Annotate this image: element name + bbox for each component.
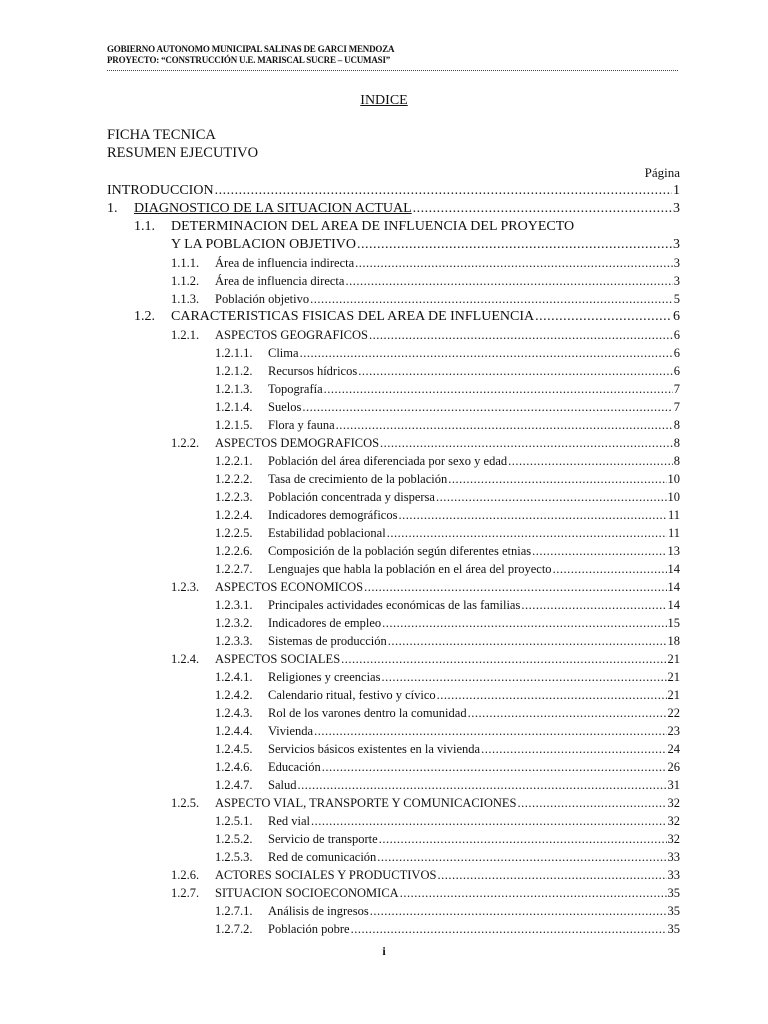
dot-leader [215,182,672,200]
toc-entry-page: 3 [673,237,680,252]
dot-leader [377,848,666,866]
toc-entry[interactable] [107,308,680,326]
toc-entry-number: 1.1. [134,219,155,234]
dot-leader [314,722,666,740]
toc-entry[interactable] [107,578,680,596]
dot-leader [398,506,666,524]
toc-entry[interactable] [107,398,680,416]
toc-entry-number: 1.2.1. [171,328,200,342]
dot-leader [388,632,667,650]
toc-entry-page: 6 [673,346,680,360]
toc-entry-number: 1.2.2.2. [215,472,253,486]
toc-entry-page: 6 [673,328,680,342]
toc-entry-page: 22 [667,706,680,720]
toc-entry[interactable] [107,848,680,866]
toc-entry-page: 15 [667,616,680,630]
toc-entry-page: 35 [667,886,680,900]
toc-entry[interactable] [107,290,680,308]
toc-entry-number: 1.2.5. [171,796,200,810]
toc-entry-title: ASPECTOS ECONOMICOS [215,580,364,594]
dot-leader [345,272,672,290]
toc-entry[interactable] [107,362,680,380]
dot-leader [400,884,667,902]
toc-entry-title: Indicadores de empleo [268,616,382,630]
toc-entry-number: 1.2.4.7. [215,778,253,792]
toc-entry-page: 11 [667,508,680,522]
toc-entry-number: 1.2.2.1. [215,454,253,468]
dot-leader [553,560,667,578]
toc-entry[interactable] [107,830,680,848]
toc-entry[interactable] [107,218,680,236]
toc-entry-number: 1.2.7.2. [215,922,253,936]
toc-entry-page: 14 [667,580,680,594]
toc-entry-number: 1.2.5.3. [215,850,253,864]
toc-entry-title: CARACTERISTICAS FISICAS DEL AREA DE INFLUENCIA [171,309,535,324]
toc-entry[interactable] [107,776,680,794]
toc-entry-number: 1.2.3.1. [215,598,253,612]
toc-entry[interactable] [107,542,680,560]
toc-entry-page: 33 [667,868,680,882]
toc-entry-title: Población pobre [268,922,350,936]
toc-entry-number: 1. [107,201,118,216]
toc-entry[interactable] [107,488,680,506]
toc-entry-title: Lenguajes que habla la población en el área del proyecto [268,562,552,576]
toc-entry-title: Indicadores demográficos [268,508,398,522]
dot-leader [387,524,667,542]
toc-entry-title: Población concentrada y dispersa [268,490,435,504]
toc-entry-number: 1.2.7.1. [215,904,253,918]
toc-entry-page: 14 [667,598,680,612]
toc-entry-number: 1.2.1.1. [215,346,253,360]
toc-entry-number: 1.2.7. [171,886,200,900]
front-matter-resumen: RESUMEN EJECUTIVO [107,145,259,161]
dot-leader [380,434,673,452]
toc-entry[interactable] [107,632,680,650]
toc-entry-number: 1.2.4.4. [215,724,253,738]
toc-entry-page: 3 [673,274,680,288]
toc-entry[interactable] [107,452,680,470]
toc-entry-page: 32 [667,796,680,810]
dot-leader [437,866,666,884]
toc-entry-number: 1.2.4.6. [215,760,253,774]
toc-entry-number: 1.2.4.2. [215,688,253,702]
toc-entry-title: INTRODUCCION [107,183,214,198]
toc-entry-title: Rol de los varones dentro la comunidad [268,706,467,720]
toc-entry-number: 1.2.2.4. [215,508,253,522]
toc-entry-page: 24 [667,742,680,756]
toc-entry-page: 35 [667,904,680,918]
toc-entry[interactable] [107,902,680,920]
document-header [107,44,677,66]
dot-leader [379,830,667,848]
toc-entry-title: Red vial [268,814,311,828]
toc-entry[interactable] [107,740,680,758]
toc-entry-page: 8 [673,454,680,468]
page-title: INDICE [360,93,408,108]
toc-entry-page: 13 [667,544,680,558]
toc-entry-title: ASPECTOS DEMOGRAFICOS [215,436,380,450]
toc-entry-number: 1.2.1.5. [215,418,253,432]
toc-entry-page: 7 [673,400,680,414]
toc-entry-number: 1.1.1. [171,256,200,270]
dot-leader [369,326,673,344]
toc-entry-number: 1.2.2.7. [215,562,253,576]
dot-leader [302,398,672,416]
toc-entry-number: 1.2.1.2. [215,364,253,378]
dot-leader [364,578,666,596]
toc-entry-title: Topografía [268,382,323,396]
toc-entry-number: 1.2.1.3. [215,382,253,396]
toc-entry-number: 1.2.3.3. [215,634,253,648]
toc-entry-number: 1.2.4. [171,652,200,666]
toc-entry-number: 1.2.2.3. [215,490,253,504]
dot-leader [508,452,673,470]
toc-entry-page: 5 [673,292,680,306]
dot-leader [311,812,666,830]
toc-entry-title: Servicios básicos existentes en la vivienda [268,742,481,756]
toc-entry-number: 1.2.2.5. [215,526,253,540]
toc-entry[interactable] [107,272,680,290]
toc-entry-title: Área de influencia directa [215,274,345,288]
toc-entry-number: 1.2.5.2. [215,832,253,846]
toc-entry-page: 32 [667,814,680,828]
toc-entry-page: 33 [667,850,680,864]
dot-leader [532,542,666,560]
toc-entry-page: 3 [673,256,680,270]
toc-entry[interactable] [107,470,680,488]
toc-entry-title: SITUACION SOCIOECONOMICA [215,886,399,900]
toc-entry-page: 10 [667,490,680,504]
toc-entry-title: Y LA POBLACION OBJETIVO [171,237,356,252]
toc-entry[interactable] [107,650,680,668]
toc-entry-page: 14 [667,562,680,576]
toc-entry-number: 1.2.4.1. [215,670,253,684]
toc-entry-title: ASPECTOS SOCIALES [215,652,341,666]
toc-entry-number: 1.2.1.4. [215,400,253,414]
dot-leader [521,596,666,614]
toc-entry-title: Estabilidad poblacional [268,526,386,540]
toc-entry[interactable] [107,704,680,722]
toc-entry[interactable] [107,758,680,776]
dot-leader [468,704,667,722]
toc-entry-page: 8 [673,436,680,450]
toc-entry-page: 21 [667,652,680,666]
toc-entry-number: 1.2.6. [171,868,200,882]
toc-entry-page: 21 [667,670,680,684]
toc-entry-page: 35 [667,922,680,936]
toc-entry-number: 1.2.2. [171,436,200,450]
toc-entry[interactable] [107,596,680,614]
toc-entry-page: 32 [667,832,680,846]
toc-entry-title: Suelos [268,400,302,414]
toc-entry[interactable] [107,416,680,434]
toc-entry-number: 1.2.2.6. [215,544,253,558]
dot-leader [517,794,666,812]
toc-entry-title: Población del área diferenciada por sexo y edad [268,454,508,468]
toc-entry-title: DETERMINACION DEL AREA DE INFLUENCIA DEL PROYECTO [171,219,575,234]
toc-entry[interactable] [107,200,680,218]
toc-entry-number: 1.2.5.1. [215,814,253,828]
toc-entry-number: 1.2.3.2. [215,616,253,630]
dot-leader [382,614,666,632]
toc-entry[interactable] [107,524,680,542]
toc-entry-number: 1.1.2. [171,274,200,288]
toc-entry-title: Religiones y creencias [268,670,381,684]
toc-entry-page: 7 [673,382,680,396]
toc-entry[interactable] [107,182,680,200]
toc-entry-title: ASPECTO VIAL, TRANSPORTE Y COMUNICACIONES [215,796,517,810]
dot-leader [300,344,673,362]
toc-entry-title: ASPECTOS GEOGRAFICOS [215,328,368,342]
toc-entry-title: Recursos hídricos [268,364,358,378]
toc-entry[interactable] [107,866,680,884]
toc-entry-page: 26 [667,760,680,774]
toc-entry[interactable] [107,560,680,578]
toc-entry-number: 1.2.3. [171,580,200,594]
toc-entry-title: Flora y fauna [268,418,335,432]
toc-entry-page: 18 [667,634,680,648]
dot-leader [413,200,672,218]
toc-entry[interactable] [107,668,680,686]
header-divider [107,70,678,71]
dot-leader [357,236,672,254]
dot-leader [358,362,673,380]
toc-entry[interactable] [107,380,680,398]
toc-entry-number: 1.2.4.5. [215,742,253,756]
dot-leader [351,920,667,938]
dot-leader [535,308,672,326]
toc-entry[interactable] [107,686,680,704]
toc-entry-page: 11 [667,526,680,540]
toc-entry[interactable] [107,722,680,740]
dot-leader [436,488,667,506]
toc-entry-title: Servicio de transporte [268,832,378,846]
toc-entry-title: Vivienda [268,724,314,738]
toc-entry-page: 23 [667,724,680,738]
page-column-heading: Página [644,165,680,180]
toc-entry-title: DIAGNOSTICO DE LA SITUACION ACTUAL [134,201,412,216]
page-number: i [382,944,386,958]
toc-entry[interactable] [107,794,680,812]
toc-entry[interactable] [107,614,680,632]
toc-entry-page: 6 [673,309,680,324]
dot-leader [355,254,673,272]
toc-entry-page: 8 [673,418,680,432]
dot-leader [297,776,666,794]
toc-entry-page: 31 [667,778,680,792]
toc-entry-number: 1.2.4.3. [215,706,253,720]
toc-entry-title: Población objetivo [215,292,310,306]
dot-leader [448,470,666,488]
toc-entry-title: Sistemas de producción [268,634,387,648]
dot-leader [310,290,673,308]
toc-entry-number: 1.1.3. [171,292,200,306]
toc-entry-page: 3 [673,201,680,216]
toc-entry-title: Tasa de crecimiento de la población [268,472,448,486]
toc-entry-page: 10 [667,472,680,486]
front-matter-ficha: FICHA TECNICA [107,127,216,143]
toc-entry-title: Principales actividades económicas de las familias [268,598,521,612]
toc-entry[interactable] [107,236,680,254]
toc-entry[interactable] [107,434,680,452]
toc-entry-title: Composición de la población según diferentes etnias [268,544,532,558]
dot-leader [370,902,667,920]
toc-entry[interactable] [107,254,680,272]
dot-leader [481,740,666,758]
toc-entry-title: Salud [268,778,297,792]
toc-entry[interactable] [107,812,680,830]
toc-entry-number: 1.2. [134,309,155,324]
header-organization: GOBIERNO AUTONOMO MUNICIPAL SALINAS DE GARCI MENDOZA [107,44,395,54]
toc-entry-title: Análisis de ingresos [268,904,369,918]
toc-entry-title: Educación [268,760,321,774]
header-project: PROYECTO: “CONSTRUCCIÓN U.E. MARISCAL SUCRE – UCUMASI” [107,55,391,65]
table-of-contents [107,182,680,938]
toc-entry-page: 21 [667,688,680,702]
toc-entry[interactable] [107,920,680,938]
toc-entry[interactable] [107,326,680,344]
dot-leader [341,650,666,668]
toc-entry-title: Clima [268,346,299,360]
dot-leader [336,416,673,434]
toc-entry[interactable] [107,344,680,362]
toc-entry[interactable] [107,884,680,902]
dot-leader [437,686,667,704]
toc-entry-page: 6 [673,364,680,378]
toc-entry-title: Calendario ritual, festivo y cívico [268,688,436,702]
toc-entry-title: Área de influencia indirecta [215,256,355,270]
toc-entry-page: 1 [673,183,680,198]
toc-entry-title: ACTORES SOCIALES Y PRODUCTIVOS [215,868,437,882]
dot-leader [322,758,667,776]
toc-entry-title: Red de comunicación [268,850,377,864]
toc-entry[interactable] [107,506,680,524]
dot-leader [381,668,666,686]
dot-leader [324,380,673,398]
